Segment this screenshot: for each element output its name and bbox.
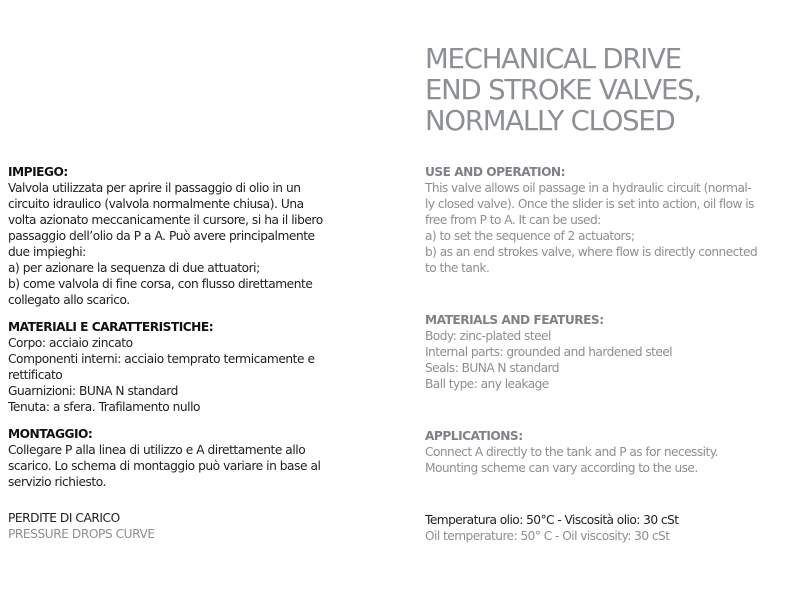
pressure-drops-label-it: PERDITE DI CARICO	[8, 511, 120, 525]
text-line: Seals: BUNA N standard	[425, 361, 559, 375]
section-applications	[425, 428, 797, 476]
section-heading: MONTAGGIO:	[8, 427, 93, 441]
section-body	[8, 180, 413, 308]
text-line: Ball type: any leakage	[425, 377, 549, 391]
text-line: b) as an end strokes valve, where flow is directly connected	[425, 245, 758, 259]
text-line: Mounting scheme can vary according to the use.	[425, 461, 698, 475]
section-body	[8, 442, 413, 490]
title-line: NORMALLY CLOSED	[425, 105, 675, 137]
text-line: to the tank.	[425, 261, 490, 275]
section-montaggio	[8, 426, 413, 490]
text-line: Body: zinc-plated steel	[425, 329, 551, 343]
text-line: volta azionato meccanicamente il cursore, si ha il libero	[8, 213, 323, 227]
section-heading: MATERIALI E CARATTERISTICHE:	[8, 320, 214, 334]
section-heading: USE AND OPERATION:	[425, 165, 566, 179]
section-materiali	[8, 319, 413, 415]
english-column	[425, 164, 797, 544]
text-line: b) come valvola di fine corsa, con flusso direttamente	[8, 277, 313, 291]
text-line: a) to set the sequence of 2 actuators;	[425, 229, 635, 243]
text-line: This valve allows oil passage in a hydraulic circuit (normal-	[425, 181, 752, 195]
section-heading: IMPIEGO:	[8, 165, 68, 179]
title-line: MECHANICAL DRIVE	[425, 43, 681, 75]
text-line: Internal parts: grounded and hardened steel	[425, 345, 673, 359]
section-materials-features	[425, 312, 797, 392]
text-line: Collegare P alla linea di utilizzo e A direttamente allo	[8, 443, 306, 457]
section-body	[425, 444, 797, 476]
text-line: Guarnizioni: BUNA N standard	[8, 384, 178, 398]
text-line: scarico. Lo schema di montaggio può variare in base al	[8, 459, 321, 473]
section-body	[425, 328, 797, 392]
document-title	[425, 44, 797, 137]
text-line: a) per azionare la sequenza di due attuatori;	[8, 261, 260, 275]
text-line: Connect A directly to the tank and P as for necessity.	[425, 445, 718, 459]
text-line: collegato allo scarico.	[8, 293, 130, 307]
text-line: rettificato	[8, 368, 63, 382]
italian-column	[8, 164, 413, 542]
text-line: free from P to A. It can be used:	[425, 213, 601, 227]
section-body	[8, 335, 413, 415]
section-oil-specs	[425, 512, 797, 544]
section-body	[425, 180, 797, 276]
oil-specs-it: Temperatura olio: 50°C - Viscosità olio: 30 cSt	[425, 513, 679, 527]
section-impiego	[8, 164, 413, 308]
text-line: Corpo: acciaio zincato	[8, 336, 133, 350]
text-line: Tenuta: a sfera. Trafilamento nullo	[8, 400, 201, 414]
text-line: servizio richiesto.	[8, 475, 106, 489]
text-line: Valvola utilizzata per aprire il passaggio di olio in un	[8, 181, 301, 195]
text-line: circuito idraulico (valvola normalmente chiusa). Una	[8, 197, 304, 211]
text-line: Componenti interni: acciaio temprato termicamente e	[8, 352, 315, 366]
section-heading: APPLICATIONS:	[425, 429, 523, 443]
section-heading: MATERIALS AND FEATURES:	[425, 313, 604, 327]
text-line: due impieghi:	[8, 245, 86, 259]
section-use-operation	[425, 164, 797, 276]
oil-specs-en: Oil temperature: 50° C - Oil viscosity: 30 cSt	[425, 529, 670, 543]
title-line: END STROKE VALVES,	[425, 74, 701, 106]
pressure-drops-label-en: PRESSURE DROPS CURVE	[8, 527, 155, 541]
text-line: passaggio dell’olio da P a A. Può avere principalmente	[8, 229, 315, 243]
section-perdite	[8, 510, 413, 542]
text-line: ly closed valve). Once the slider is set into action, oil flow is	[425, 197, 754, 211]
